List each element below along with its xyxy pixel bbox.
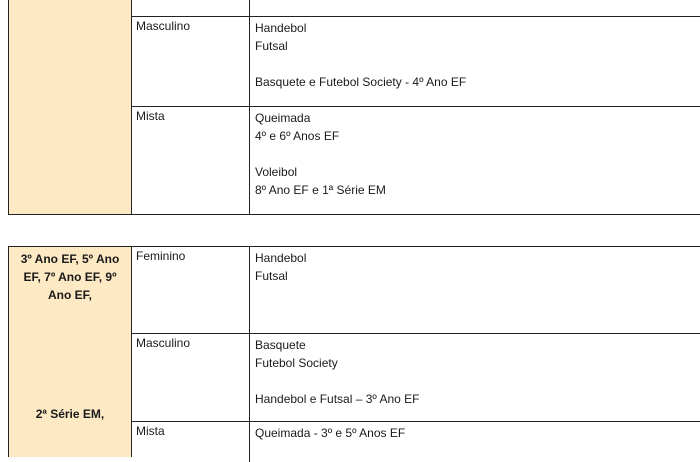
schedule-table-1 bbox=[8, 0, 700, 215]
table-row bbox=[132, 107, 700, 215]
sport-item: Futsal bbox=[255, 39, 288, 53]
category-label: Mista bbox=[136, 109, 165, 123]
grade-label: 3º Ano EF, 5º Ano bbox=[20, 252, 120, 266]
sport-item: 4º e 6º Anos EF bbox=[255, 129, 340, 143]
table-row bbox=[132, 247, 700, 334]
sport-item: Basquete bbox=[255, 338, 306, 352]
sport-item: Handebol bbox=[255, 251, 307, 265]
sport-item: Handebol e Futsal – 3º Ano EF bbox=[255, 392, 420, 406]
divider bbox=[9, 214, 132, 215]
sport-item: 8º Ano EF e 1ª Série EM bbox=[255, 183, 386, 197]
sport-item bbox=[255, 372, 700, 390]
category-label: Mista bbox=[136, 424, 165, 438]
category-label: Feminino bbox=[136, 249, 186, 263]
category-cell bbox=[132, 107, 250, 214]
sport-item: Handebol bbox=[255, 21, 307, 35]
category-label: Masculino bbox=[136, 19, 191, 33]
sports-list bbox=[255, 109, 700, 199]
sport-item: Basquete e Futebol Society - 4º Ano EF bbox=[255, 75, 467, 89]
sports-list bbox=[255, 249, 700, 285]
table-row bbox=[132, 0, 700, 17]
category-cell bbox=[132, 334, 250, 421]
grade-label: EF, 7º Ano EF, 9º bbox=[23, 270, 117, 284]
table-row bbox=[132, 334, 700, 422]
sport-item bbox=[255, 55, 700, 73]
category-cell bbox=[132, 422, 250, 462]
grade-label: Ano EF, bbox=[48, 288, 92, 302]
sports-list bbox=[255, 424, 700, 442]
sport-item: Queimada - 3º e 5º Anos EF bbox=[255, 426, 406, 440]
sport-item: Voleibol bbox=[255, 165, 298, 179]
sport-item: Futsal bbox=[255, 269, 288, 283]
grade-label: 2ª Série EM, bbox=[35, 407, 105, 421]
sport-item: Queimada bbox=[255, 111, 311, 125]
category-cell bbox=[132, 0, 250, 16]
table-row bbox=[132, 422, 700, 462]
grade-cell bbox=[9, 0, 132, 215]
sports-list bbox=[255, 336, 700, 408]
schedule-table-2 bbox=[8, 246, 700, 457]
sport-item: Futebol Society bbox=[255, 356, 338, 370]
sport-item bbox=[255, 145, 700, 163]
table-row bbox=[132, 17, 700, 107]
category-cell bbox=[132, 247, 250, 333]
sports-list bbox=[255, 19, 700, 91]
category-cell bbox=[132, 17, 250, 106]
category-label: Masculino bbox=[136, 336, 191, 350]
grade-cell bbox=[9, 247, 132, 457]
